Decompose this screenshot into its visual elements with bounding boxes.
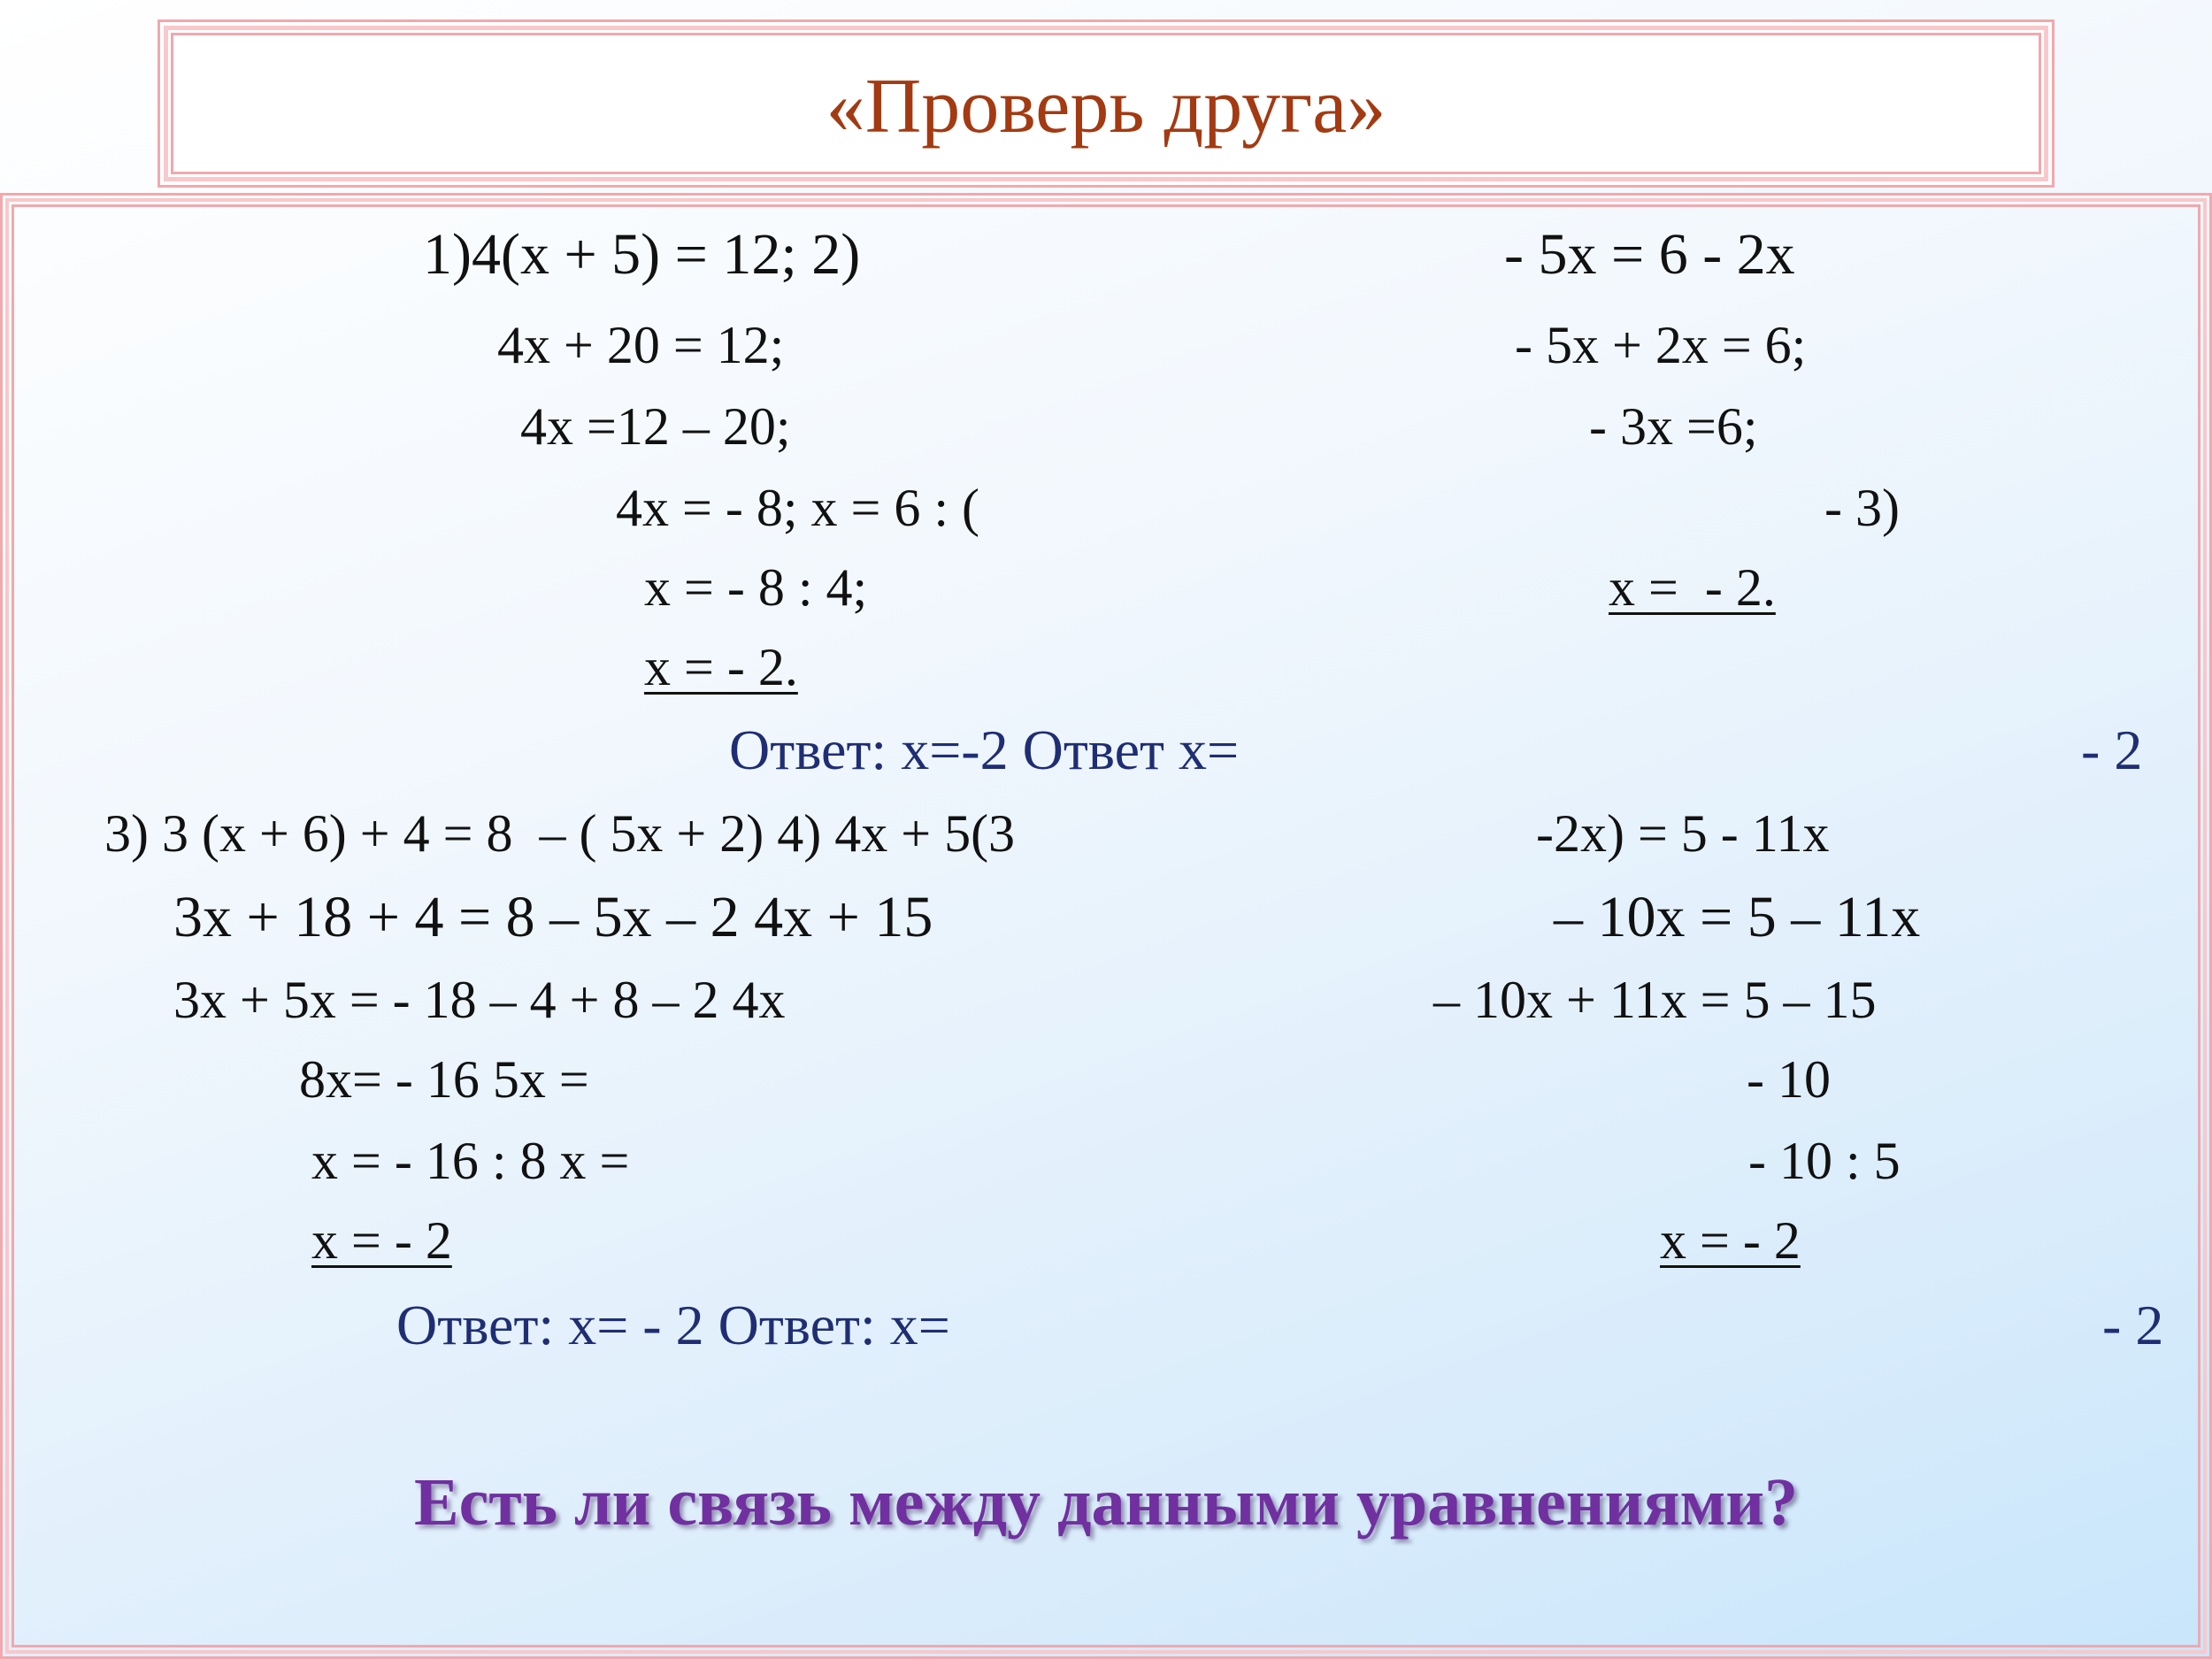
- eq3-line-4: 8х= - 16 5х =: [299, 1050, 589, 1109]
- answer-row-2-value: - 2: [2102, 1294, 2164, 1356]
- discussion-question: Есть ли связь между данными уравнениями?: [413, 1465, 1799, 1540]
- eq1-line-2: 4х + 20 = 12;: [497, 316, 785, 374]
- eq2-line-3: - 3х =6;: [1589, 397, 1758, 456]
- eq4-line-5: - 10 : 5: [1748, 1132, 1901, 1190]
- eq1-result: х = - 2.: [644, 638, 798, 696]
- eq3-line-2: 3х + 18 + 4 = 8 – 5х – 2 4х + 15: [173, 885, 933, 949]
- answer-row-2: Ответ: х= - 2 Ответ: х=: [396, 1294, 950, 1356]
- eq3-line-3: 3х + 5х = - 18 – 4 + 8 – 2 4х: [173, 971, 786, 1029]
- answer-row-1: Ответ: х=-2 Ответ х=: [729, 718, 1240, 781]
- eq4-line-2: – 10х = 5 – 11х: [1554, 885, 1921, 949]
- eq4-line-1: -2х) = 5 - 11х: [1536, 804, 1830, 863]
- eq4-line-3: – 10х + 11х = 5 – 15: [1433, 971, 1877, 1029]
- eq2-line-1: - 5х = 6 - 2х: [1504, 222, 1795, 287]
- eq4-line-4: - 10: [1747, 1050, 1831, 1109]
- eq1-line-1: 1)4(х + 5) = 12; 2): [423, 222, 861, 287]
- slide-title: «Проверь друга»: [826, 64, 1386, 150]
- eq3-result: х = - 2: [311, 1211, 452, 1270]
- eq1-line-4: 4х = - 8; х = 6 : (: [616, 479, 979, 537]
- eq1-line-5: х = - 8 : 4;: [644, 558, 868, 617]
- eq4-result: х = - 2: [1660, 1211, 1801, 1270]
- title-frame: [157, 19, 2055, 188]
- eq2-line-2: - 5х + 2х = 6;: [1515, 316, 1807, 374]
- eq1-line-3: 4х =12 – 20;: [520, 397, 791, 456]
- eq2-result: х = - 2.: [1609, 558, 1776, 617]
- answer-row-1-value: - 2: [2081, 718, 2143, 781]
- eq2-line-4: - 3): [1824, 479, 1900, 537]
- eq3-line-5: х = - 16 : 8 х =: [311, 1132, 630, 1190]
- eq3-line-1: 3) 3 (х + 6) + 4 = 8 – ( 5х + 2) 4) 4х + 5(3: [104, 804, 1016, 863]
